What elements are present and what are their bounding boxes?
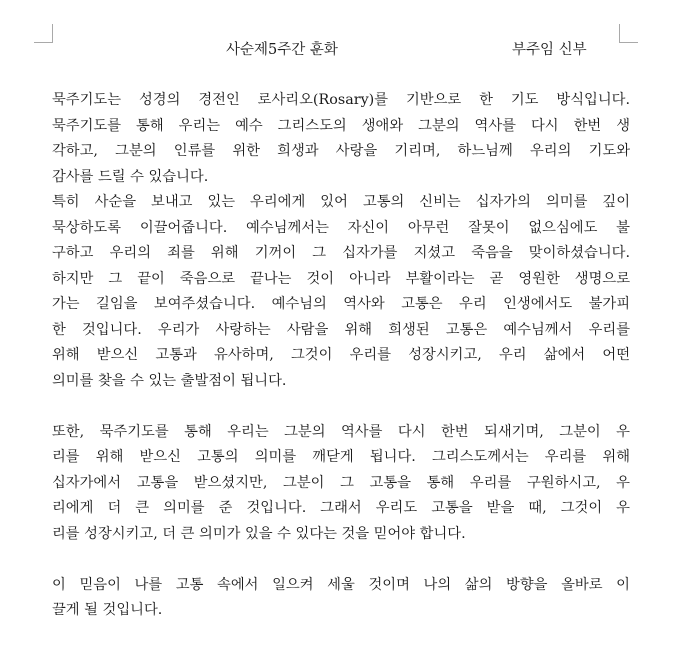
empty-line[interactable] [52,394,630,420]
body-line[interactable]: 감사를 드릴 수 있습니다. [52,168,209,185]
body-line[interactable]: 가는 길임을 보여주셨습니다. 예수님의 역사와 고통은 우리 인생에서도 불가피 [52,296,630,312]
document-title[interactable]: 사순제5주간 훈화 [226,42,338,58]
body-line[interactable]: 묵주기도는 성경의 경전인 로사리오(Rosary)를 기반으로 한 기도 방식입니다. [52,92,630,108]
body-line[interactable]: 하지만 그 끝이 죽음으로 끝나는 것이 아니라 부활이라는 곧 영원한 생명으로 [52,270,630,287]
document-body[interactable] [52,88,630,624]
body-line[interactable]: 특히 사순을 보내고 있는 우리에게 있어 고통의 신비는 십자가의 의미를 깊이 [52,194,630,210]
document-author[interactable]: 부주임 신부 [512,42,587,58]
body-line[interactable]: 십자가에서 고통을 받으셨지만, 그분이 그 고통을 통해 우리를 구원하시고, 우 [52,474,630,491]
body-line[interactable]: 리를 성장시키고, 더 큰 의미가 있을 수 있다는 것을 믿어야 합니다. [52,525,466,542]
body-line[interactable]: 이 믿음이 나를 고통 속에서 일으켜 세울 것이며 나의 삶의 방향을 올바로 이 [52,576,630,593]
body-line[interactable]: 각하고, 그분의 인류를 위한 희생과 사랑을 기리며, 하느님께 우리의 기도와 [52,143,630,159]
body-line[interactable]: 구하고 우리의 죄를 위해 기꺼이 그 십자가를 지셨고 죽음을 맞이하셨습니다. [52,245,630,261]
body-line[interactable]: 위해 받으신 고통과 유사하며, 그것이 우리를 성장시키고, 우리 삶에서 어떤 [52,347,630,363]
body-line[interactable]: 또한, 묵주기도를 통해 우리는 그분의 역사를 다시 한번 되새기며, 그분이 우 [52,423,630,440]
body-line[interactable]: 리를 위해 받으신 고통의 의미를 깨닫게 됩니다. 그리스도께서는 우리를 위해 [52,449,630,465]
body-line[interactable]: 끌게 될 것입니다. [52,602,163,618]
body-line[interactable]: 리에게 더 큰 의미를 준 것입니다. 그래서 우리도 고통을 받을 때, 그것이 우 [52,500,630,516]
body-line[interactable]: 묵주기도를 통해 우리는 예수 그리스도의 생애와 그분의 역사를 다시 한번 생 [52,117,630,134]
empty-line[interactable] [52,547,630,573]
body-line[interactable]: 묵상하도록 이끌어줍니다. 예수님께서는 자신이 아무런 잘못이 없으심에도 불 [52,219,630,236]
document-header [0,38,681,60]
body-line[interactable]: 한 것입니다. 우리가 사랑하는 사람을 위해 희생된 고통은 예수님께서 우리를 [52,321,630,338]
body-line[interactable]: 의미를 찾을 수 있는 출발점이 됩니다. [52,372,287,389]
